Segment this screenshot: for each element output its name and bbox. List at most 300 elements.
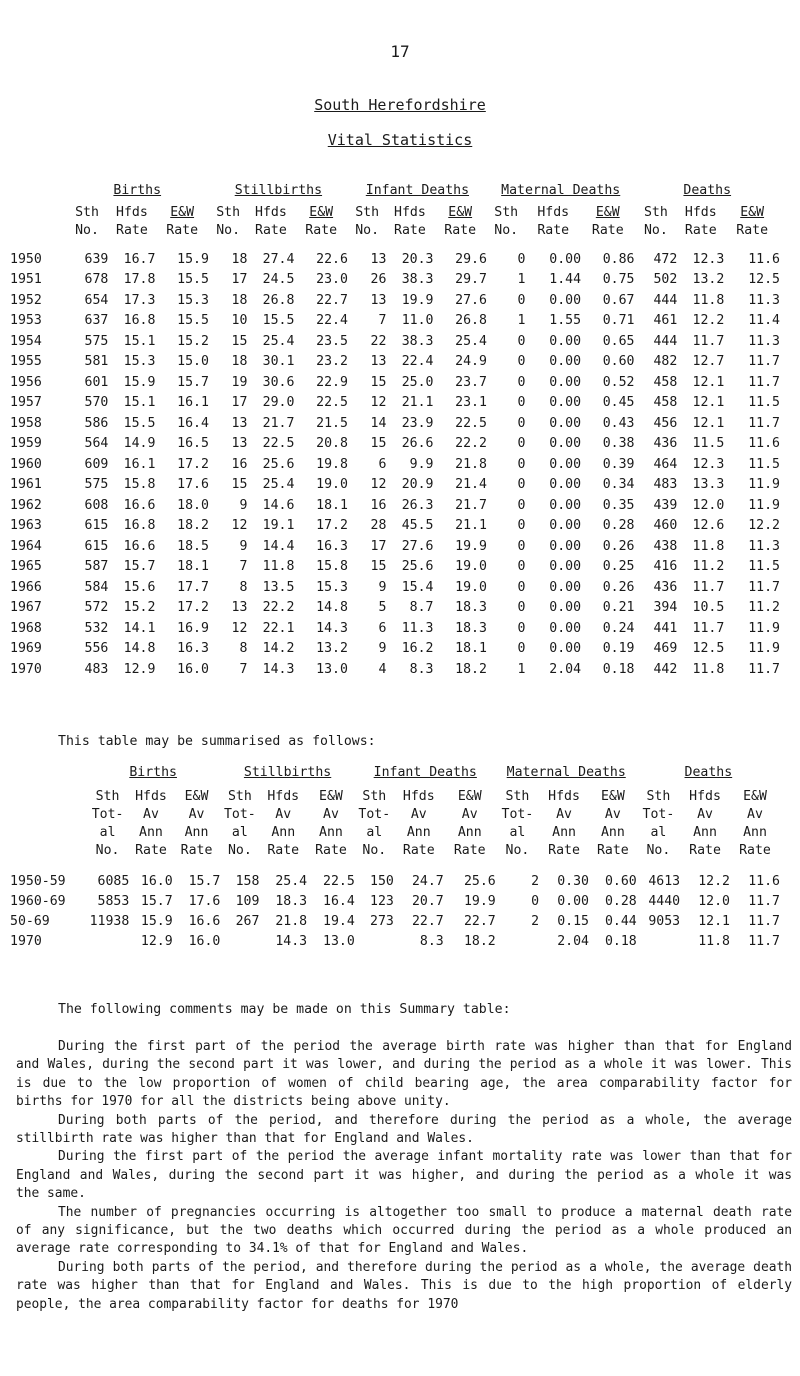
table-cell: 584: [84, 579, 109, 595]
table-row: [10, 475, 780, 496]
table-cell: 9053: [648, 913, 681, 929]
col-header: No.: [494, 222, 519, 238]
table-cell: 25.4: [262, 333, 295, 349]
table-cell: 13.2: [316, 641, 348, 657]
table-cell: 13: [370, 354, 387, 370]
table-cell: 19.9: [401, 292, 434, 308]
table-cell: 0: [517, 436, 526, 452]
table-cell: 21.7: [262, 415, 295, 431]
table-cell: 0.00: [549, 292, 582, 308]
table-cell: 15: [370, 436, 387, 452]
table-cell: 0.00: [549, 395, 582, 411]
table-cell: 0: [517, 374, 526, 390]
infant-deaths-group-header: Infant Deaths: [365, 183, 470, 198]
table-cell: 11.7: [748, 893, 780, 909]
table-cell: 16.4: [323, 893, 355, 909]
table-cell: 18: [231, 292, 248, 308]
col-header: Av: [323, 806, 339, 822]
col-header: Av: [188, 806, 205, 822]
table-cell: 11.9: [748, 620, 780, 636]
col-header: Rate: [315, 842, 347, 858]
row-label: 1962: [10, 497, 42, 513]
table-cell: 1: [517, 661, 526, 677]
table-cell: 15.8: [123, 477, 156, 493]
table-row: [10, 311, 780, 332]
table-cell: 17.2: [316, 518, 348, 534]
row-label: 1955: [10, 354, 42, 370]
table-cell: 22.5: [455, 415, 487, 431]
table-cell: 456: [653, 415, 678, 431]
summary-table: [10, 765, 780, 951]
col-header: Hfds: [548, 788, 580, 804]
comments-intro: The following comments may be made on this Summary table:: [58, 1002, 511, 1017]
table-cell: 25.6: [463, 873, 496, 889]
col-header: al: [509, 824, 526, 840]
col-header: Sth: [362, 788, 387, 804]
table-cell: 12.1: [692, 374, 725, 390]
col-header: Rate: [402, 842, 435, 858]
col-header: Hfds: [537, 204, 570, 220]
table-cell: 6: [378, 456, 387, 472]
table-cell: 12.0: [698, 893, 730, 909]
table-cell: 0: [517, 579, 526, 595]
table-cell: 0.00: [549, 456, 582, 472]
row-label: 1970: [10, 661, 42, 677]
table-cell: 0.00: [549, 620, 582, 636]
table-cell: 13.0: [323, 933, 355, 949]
table-cell: 27.6: [455, 292, 487, 308]
table-cell: 18.0: [177, 497, 209, 513]
table-cell: 608: [84, 497, 109, 513]
col-header: Ann: [457, 824, 482, 840]
table-row: [10, 911, 780, 931]
table-cell: 12.1: [692, 395, 725, 411]
table-cell: 2.04: [557, 933, 589, 949]
table-cell: 22.4: [316, 313, 348, 329]
table-cell: 0.00: [549, 538, 582, 554]
table-cell: 15.3: [123, 354, 156, 370]
col-header: Av: [697, 806, 713, 822]
table-cell: 16.1: [123, 456, 156, 472]
table-cell: 14.8: [316, 600, 348, 616]
col-header: Tot-: [223, 806, 256, 822]
table-cell: 0.65: [602, 333, 635, 349]
table-row: [10, 454, 780, 475]
table-cell: 0.39: [602, 456, 635, 472]
table-row: [10, 270, 780, 291]
table-cell: 11.8: [692, 538, 725, 554]
table-cell: [355, 931, 394, 951]
table-row: [10, 931, 780, 951]
col-header: Rate: [453, 842, 486, 858]
table-cell: 11.5: [748, 456, 780, 472]
table-cell: 2.04: [549, 661, 582, 677]
table-cell: 22.7: [463, 913, 496, 929]
table-cell: 15.3: [177, 292, 209, 308]
table-cell: 12.0: [692, 497, 725, 513]
table-cell: 16.5: [177, 436, 209, 452]
table-cell: 11.7: [692, 333, 725, 349]
table-cell: 6: [378, 620, 387, 636]
table-cell: 0.67: [602, 292, 635, 308]
table-cell: 16.0: [188, 933, 221, 949]
table-cell: 0: [517, 251, 526, 267]
col-header: E&W: [319, 788, 343, 804]
row-label: 1957: [10, 395, 42, 411]
col-header: Tot-: [501, 806, 534, 822]
table-cell: 8: [239, 641, 248, 657]
col-header: Rate: [255, 222, 287, 238]
summary-infant-deaths-group-header: Infant Deaths: [373, 765, 477, 780]
col-header: Ann: [139, 824, 163, 840]
table-cell: 444: [653, 292, 678, 308]
col-header: Ann: [693, 824, 717, 840]
table-cell: 22.2: [262, 600, 295, 616]
table-cell: 0.34: [602, 477, 635, 493]
table-cell: 20.7: [411, 893, 444, 909]
table-cell: 11.2: [748, 600, 780, 616]
table-cell: 9: [378, 579, 387, 595]
subtitle-text: Vital Statistics: [327, 131, 473, 149]
table-cell: 26.8: [455, 313, 487, 329]
table-cell: 0.52: [602, 374, 635, 390]
col-header: Rate: [267, 842, 300, 858]
paragraph-stillbirth-rate: During both parts of the period, and therefore during the period as a whole, the average stillbirth rate was higher than that for England and Wales.: [16, 1112, 792, 1147]
table-cell: 18.3: [455, 620, 487, 636]
table-cell: 13: [231, 415, 248, 431]
stillbirths-group-header: Stillbirths: [234, 183, 323, 198]
table-cell: 482: [653, 354, 678, 370]
table-cell: 0: [517, 354, 526, 370]
table-cell: 10.5: [692, 600, 725, 616]
row-label: 1960: [10, 456, 42, 472]
col-header: E&W: [309, 204, 334, 220]
col-header: Ann: [406, 824, 431, 840]
table-cell: 11.8: [262, 559, 295, 575]
table-cell: 464: [653, 456, 678, 472]
table-cell: 12.7: [692, 354, 725, 370]
row-label: 1967: [10, 600, 42, 616]
table-cell: 109: [235, 893, 260, 909]
col-header: No.: [216, 222, 241, 238]
col-header: Rate: [166, 222, 199, 238]
table-cell: 24.9: [455, 354, 487, 370]
page-subtitle: [0, 131, 800, 149]
table-cell: 22.6: [316, 251, 348, 267]
table-cell: 0.26: [602, 538, 635, 554]
table-cell: 38.3: [401, 272, 434, 288]
table-cell: 19.0: [455, 579, 487, 595]
table-cell: 24.7: [411, 873, 444, 889]
table-row: [10, 618, 780, 639]
table-cell: 15.7: [140, 893, 173, 909]
table-cell: 12.9: [123, 661, 156, 677]
table-cell: 0.45: [602, 395, 635, 411]
table-cell: 11.8: [698, 933, 730, 949]
vital-statistics-rows: [10, 249, 780, 680]
row-label: 1959: [10, 436, 42, 452]
paragraph-infant-mortality: During the first part of the period the average infant mortality rate was lower than that for England and Wales, during the second part it was higher, and during the period as a whole it was the same.: [16, 1149, 792, 1202]
table-cell: 24.5: [262, 272, 295, 288]
col-header: Av: [275, 806, 292, 822]
table-cell: 0: [531, 893, 540, 909]
table-cell: 0.60: [602, 354, 635, 370]
table-cell: 8.7: [409, 600, 434, 616]
table-cell: 18.2: [177, 518, 209, 534]
table-cell: 532: [84, 620, 109, 636]
table-cell: 17: [231, 272, 248, 288]
table-cell: 0.15: [557, 913, 589, 929]
title-text: South Herefordshire: [314, 96, 486, 114]
table-cell: 16: [231, 456, 248, 472]
table-cell: 18.1: [455, 641, 487, 657]
table-cell: 11.7: [748, 415, 780, 431]
table-cell: 14.8: [123, 641, 156, 657]
table-cell: 12: [231, 518, 248, 534]
table-cell: 17.2: [177, 600, 209, 616]
table-cell: 16.3: [177, 641, 209, 657]
table-cell: 0.00: [549, 600, 582, 616]
table-cell: 483: [84, 661, 109, 677]
table-cell: 0: [517, 497, 526, 513]
col-header: Hfds: [684, 204, 717, 220]
col-header: Hfds: [135, 788, 167, 804]
table-cell: 12: [231, 620, 248, 636]
paragraph-maternal-death: The number of pregnancies occurring is altogether too small to produce a maternal death rate of any significance, but the two deaths which occurred during the period as a whole produced an average rate corresponding to 34.1% of that for England and Wales.: [16, 1204, 792, 1257]
table-cell: 19.9: [455, 538, 487, 554]
table-cell: 7: [239, 559, 248, 575]
table-cell: 18: [231, 354, 248, 370]
table-cell: 29.6: [455, 251, 487, 267]
table-cell: 0.28: [604, 893, 637, 909]
table-cell: 17: [231, 395, 248, 411]
table-cell: 0.38: [602, 436, 635, 452]
col-header: No.: [355, 222, 380, 238]
table-cell: 16.6: [188, 913, 221, 929]
table-cell: 26.8: [262, 292, 295, 308]
table-cell: 18.2: [463, 933, 496, 949]
table-cell: 20.8: [316, 436, 348, 452]
table-cell: 394: [653, 600, 678, 616]
table-cell: 25.6: [262, 456, 295, 472]
table-cell: 14.3: [275, 933, 308, 949]
row-label: 1969: [10, 641, 42, 657]
table-cell: 11.7: [748, 354, 780, 370]
col-header: al: [650, 824, 667, 840]
summary-maternal-deaths-group-header: Maternal Deaths: [506, 765, 626, 780]
table-cell: 17: [370, 538, 387, 554]
table-cell: 11.7: [748, 933, 780, 949]
table-cell: 18.5: [177, 538, 209, 554]
table-row: [10, 393, 780, 414]
table-row: [10, 639, 780, 660]
table-cell: 460: [653, 518, 678, 534]
table-row: [10, 495, 780, 516]
row-label: 1961: [10, 477, 42, 493]
col-header: Rate: [591, 222, 624, 238]
table-cell: 23.2: [316, 354, 348, 370]
table-cell: 22.7: [316, 292, 348, 308]
table-cell: 18.3: [275, 893, 308, 909]
header-row-area: [10, 203, 780, 221]
table-cell: 28: [370, 518, 387, 534]
table-cell: 158: [235, 873, 260, 889]
table-cell: 637: [84, 313, 109, 329]
table-cell: 14.1: [123, 620, 156, 636]
table-cell: 4613: [648, 873, 681, 889]
table-cell: 19.0: [316, 477, 348, 493]
table-cell: 26.6: [401, 436, 434, 452]
table-cell: 0.60: [604, 873, 637, 889]
row-label: 1963: [10, 518, 42, 534]
col-header: Hfds: [689, 788, 721, 804]
table-cell: 0.19: [602, 641, 635, 657]
table-cell: 18.2: [455, 661, 487, 677]
table-cell: 11.7: [748, 913, 780, 929]
table-cell: 15.1: [123, 395, 156, 411]
table-cell: 4: [378, 661, 387, 677]
table-row: [10, 352, 780, 373]
table-cell: 609: [84, 456, 109, 472]
table-cell: 13: [370, 292, 387, 308]
table-cell: 587: [84, 559, 109, 575]
table-cell: 22.2: [455, 436, 487, 452]
col-header: Rate: [689, 842, 721, 858]
table-cell: 0.30: [557, 873, 589, 889]
table-cell: 11.3: [748, 292, 780, 308]
table-cell: 150: [370, 873, 394, 889]
col-header: Sth: [646, 788, 671, 804]
table-cell: 19: [231, 374, 248, 390]
table-cell: 11.6: [748, 436, 780, 452]
table-cell: 16.9: [177, 620, 209, 636]
table-cell: 17.6: [188, 893, 221, 909]
table-cell: 11.9: [748, 641, 780, 657]
table-cell: 0: [517, 456, 526, 472]
table-cell: 15.8: [316, 559, 348, 575]
col-header: E&W: [595, 204, 620, 220]
table-cell: 8.3: [419, 933, 444, 949]
col-header: Rate: [736, 222, 769, 238]
col-header: Sth: [494, 204, 519, 220]
table-cell: 15.2: [177, 333, 209, 349]
table-cell: 26.3: [401, 497, 434, 513]
row-label: 1950: [10, 251, 42, 267]
table-cell: 442: [653, 661, 678, 677]
col-header: Tot-: [91, 806, 124, 822]
table-cell: 0: [517, 518, 526, 534]
table-cell: 22.1: [262, 620, 295, 636]
table-cell: 0: [517, 333, 526, 349]
table-cell: 0.75: [602, 272, 635, 288]
table-cell: 0: [517, 292, 526, 308]
table-cell: 11.7: [692, 579, 725, 595]
table-cell: 23.1: [455, 395, 487, 411]
table-cell: 436: [653, 579, 678, 595]
table-cell: 30.1: [262, 354, 295, 370]
table-cell: 16.7: [123, 251, 156, 267]
table-cell: 25.6: [401, 559, 434, 575]
table-cell: 2: [531, 913, 540, 929]
table-cell: 15.4: [401, 579, 434, 595]
table-cell: 11.0: [401, 313, 434, 329]
table-cell: 22.5: [316, 395, 348, 411]
table-cell: 15.9: [140, 913, 173, 929]
table-cell: 16.0: [140, 873, 173, 889]
table-cell: 11938: [89, 913, 130, 929]
col-header: Ann: [600, 824, 625, 840]
table-cell: 13: [370, 251, 387, 267]
table-cell: 0.18: [602, 661, 635, 677]
table-cell: 0.00: [549, 415, 582, 431]
table-cell: 502: [653, 272, 678, 288]
table-cell: 22.7: [411, 913, 444, 929]
table-cell: 0.26: [602, 579, 635, 595]
table-cell: 0.86: [602, 251, 635, 267]
table-cell: 15.5: [177, 313, 209, 329]
table-cell: 0.00: [549, 354, 582, 370]
summary-births-group-header: Births: [129, 765, 177, 780]
col-header: Hfds: [394, 204, 426, 220]
table-row: [10, 372, 780, 393]
table-cell: 1.44: [549, 272, 582, 288]
table-cell: 1: [517, 313, 526, 329]
table-cell: 9: [239, 497, 248, 513]
table-cell: 472: [653, 251, 678, 267]
table-cell: 15.0: [177, 354, 209, 370]
table-cell: 15: [370, 559, 387, 575]
table-cell: 13.0: [316, 661, 348, 677]
table-cell: 22.9: [316, 374, 348, 390]
table-cell: 19.4: [323, 913, 355, 929]
vital-statistics-table: [10, 183, 780, 680]
table-cell: 11.3: [401, 620, 434, 636]
row-label: 1954: [10, 333, 42, 349]
table-cell: 11.8: [692, 661, 725, 677]
row-label: 1965: [10, 559, 42, 575]
table-cell: 11.7: [748, 579, 780, 595]
table-cell: 21.1: [401, 395, 434, 411]
table-cell: 2: [531, 873, 540, 889]
table-cell: 12: [370, 477, 387, 493]
table-cell: 21.8: [275, 913, 308, 929]
col-header: al: [231, 824, 248, 840]
table-cell: 12.1: [692, 415, 725, 431]
table-cell: 15.1: [123, 333, 156, 349]
table-cell: 601: [84, 374, 109, 390]
table-cell: 15: [370, 374, 387, 390]
table-cell: 25.4: [275, 873, 308, 889]
table-cell: 12.9: [140, 933, 173, 949]
row-label: 1964: [10, 538, 42, 554]
col-header: Ann: [319, 824, 343, 840]
table-row: [10, 577, 780, 598]
table-cell: 564: [84, 436, 109, 452]
table-cell: 0.00: [549, 497, 582, 513]
table-cell: 12.2: [692, 313, 725, 329]
table-cell: 0.00: [549, 559, 582, 575]
table-cell: 1: [517, 272, 526, 288]
table-cell: 7: [239, 661, 248, 677]
table-cell: 572: [84, 600, 109, 616]
col-header: Ann: [184, 824, 209, 840]
table-cell: 586: [84, 415, 109, 431]
row-label: 1970: [10, 933, 42, 949]
col-header: Av: [461, 806, 478, 822]
table-cell: 8.3: [409, 661, 434, 677]
table-cell: 20.9: [401, 477, 434, 493]
table-cell: 0.00: [549, 436, 582, 452]
